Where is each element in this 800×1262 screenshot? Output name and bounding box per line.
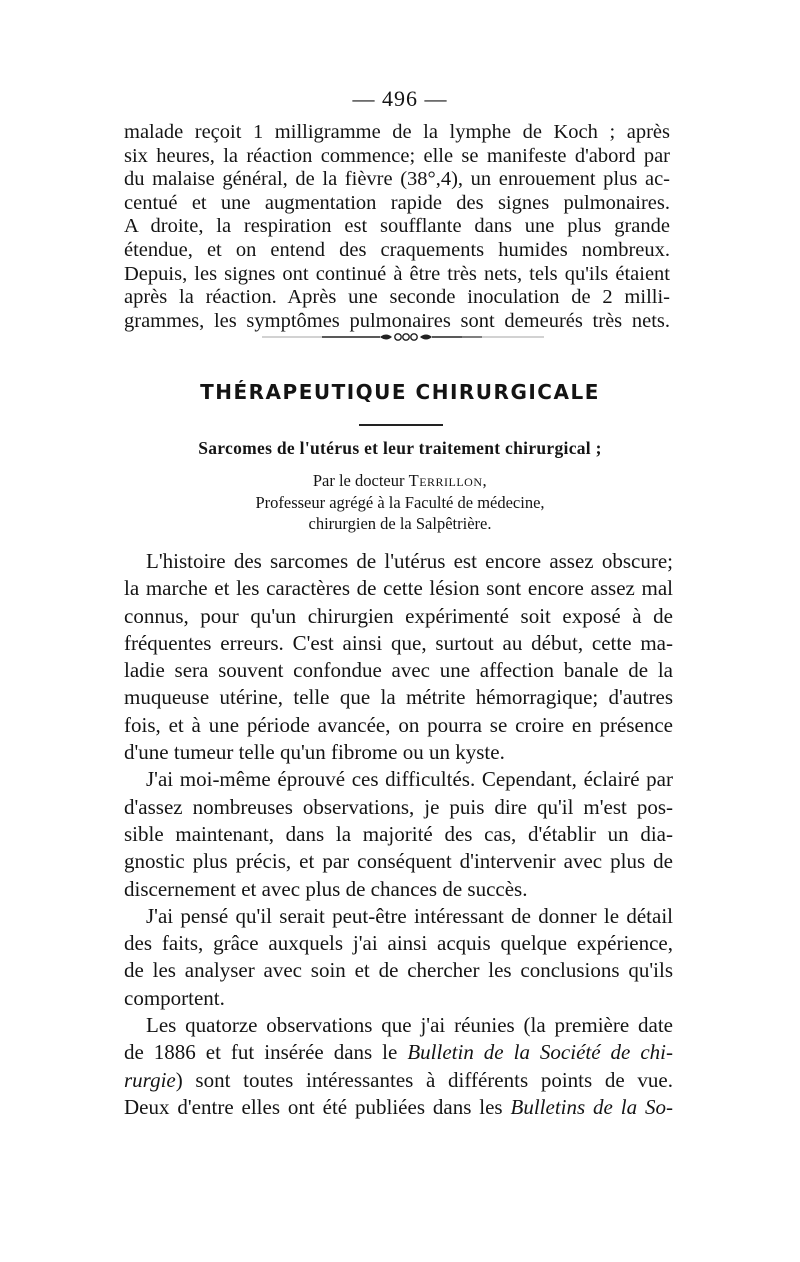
byline-position: Professeur agrégé à la Faculté de médecine, [255,492,545,512]
article-title: Sarcomes de l'utérus et leur traitement chirurgical ; [198,438,602,458]
text-line: malade reçoit 1 milligramme de la lymphe de Koch ; après [124,121,670,143]
byline-prefix: Par le docteur [312,471,409,490]
text-line: ladie sera souvent confondue avec une affection banale de la [124,658,673,683]
text-line: fois, et à une période avancée, on pourra se croire en présence [124,712,673,737]
text-line: Les quatorze observations que j'ai réunies (la première date [146,1013,673,1038]
italic-text: Bulletin de la Société de chi- [407,1040,673,1065]
text-line: d'une tumeur telle qu'un fibrome ou un kyste. [124,740,505,765]
heading-rule [359,424,443,426]
text-line: des faits, grâce auxquels j'ai ainsi acquis quelque expérience, [124,931,673,956]
page-number: — 496 — [352,86,448,111]
text-line: six heures, la réaction commence; elle se manifeste d'abord par [124,144,670,167]
text-line: muqueuse utérine, telle que la métrite hémorragique; d'autres [124,685,673,710]
ornament-divider [262,330,544,344]
text-line: étendue, et on entend des craquements humides nombreux. [124,238,670,261]
text-line: Depuis, les signes ont continué à être très nets, tels qu'ils étaient [124,262,670,285]
text-line: discernement et avec plus de chances de succès. [124,876,528,901]
italic-text: Bulletins de la So- [510,1094,673,1119]
text-line: d'assez nombreuses observations, je puis dire qu'il m'est pos- [124,794,673,819]
text-line: A droite, la respiration est soufflante dans une plus grande [124,215,670,238]
article-body [124,548,673,1121]
text-line: de 1886 et fut insérée dans le Bulletin de la Société de chi- [124,1040,673,1065]
text-line: grammes, les symptômes pulmonaires sont demeurés très nets. [124,309,670,332]
text-line: J'ai moi-même éprouvé ces difficultés. Cependant, éclairé par [146,767,673,792]
byline-affiliation: chirurgien de la Salpêtrière. [308,514,492,533]
text-line: L'histoire des sarcomes de l'utérus est encore assez obscure; [146,549,673,573]
byline-author: Terrillon, [408,471,488,490]
text-line: du malaise général, de la fièvre (38°,4), un enrouement plus ac- [124,168,670,191]
text-line: rurgie) sont toutes intéressantes à différents points de vue. [124,1067,673,1092]
italic-text: rurgie [124,1067,176,1092]
text-line: après la réaction. Après une seconde inoculation de 2 milli- [124,286,670,309]
text-line: centué et une augmentation rapide des signes pulmonaires. [124,191,670,214]
text-line: gnostic plus précis, et par conséquent d'intervenir avec plus de [124,849,673,874]
text-line: comportent. [124,985,225,1010]
intro-paragraph [124,121,670,333]
text-line: fréquentes erreurs. C'est ainsi que, surtout au début, cette ma- [124,630,673,655]
byline-author-line [0,470,800,492]
section-heading: THÉRAPEUTIQUE CHIRURGICALE [200,380,600,404]
byline [0,470,800,535]
text-line: sible maintenant, dans la majorité des cas, d'établir un dia- [124,821,673,846]
text-line: Deux d'entre elles ont été publiées dans les Bulletins de la So- [124,1094,673,1119]
text-line: connus, pour qu'un chirurgien expérimenté soit exposé à de [124,603,673,628]
text-line: de les analyser avec soin et de chercher les conclusions qu'ils [124,958,673,983]
text-line: J'ai pensé qu'il serait peut-être intéressant de donner le détail [146,903,673,928]
text-line: la marche et les caractères de cette lésion sont encore assez mal [124,576,673,601]
